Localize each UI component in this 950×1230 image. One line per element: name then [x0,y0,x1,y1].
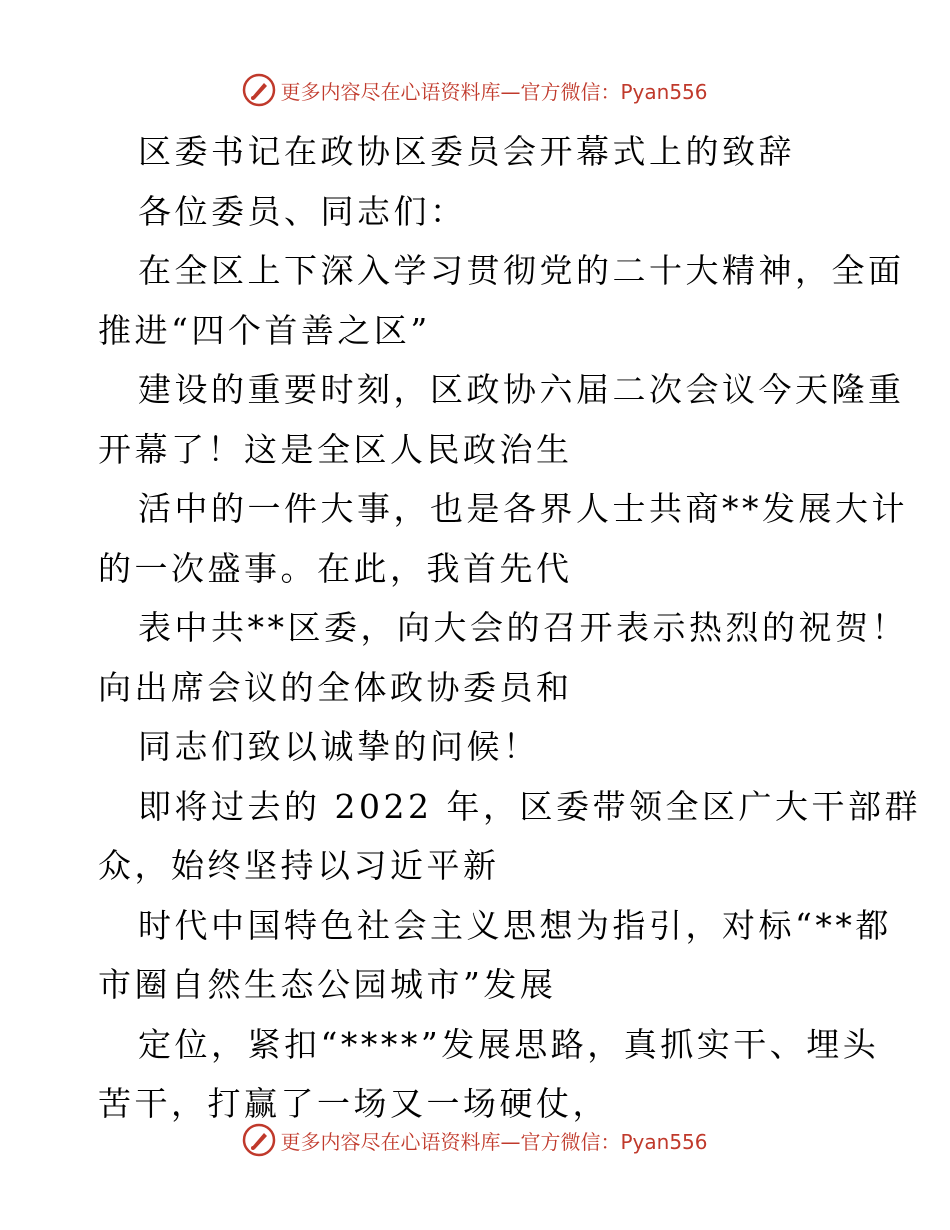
footer-site-name: 更多内容尽在心语资料库 [280,1129,501,1154]
pen-nib-logo-icon [242,1123,276,1157]
text-line: 建设的重要时刻，区政协六届二次会议今天隆重 [138,370,905,409]
text-line: 同志们致以诚挚的问候！ [138,727,540,766]
text-line: 定位，紧扣“****”发展思路，真抓实干、埋头 [138,1024,880,1064]
text-line: 苦干，打赢了一场又一场硬仗， [98,1084,609,1123]
footer-banner [0,1120,950,1160]
header-banner-text [280,76,707,105]
text-line: 即将过去的 2022 年，区委带领全区广大干部群 [138,786,921,826]
text-line: 的一次盛事。在此，我首先代 [98,548,573,588]
header-site-name: 更多内容尽在心语资料库 [280,79,501,104]
text-line: 开幕了！这是全区人民政治生 [98,429,573,469]
text-line: 推进“四个首善之区” [98,310,431,350]
footer-wechat-id: Pyan556 [620,1129,708,1154]
text-line: 在全区上下深入学习贯彻党的二十大精神，全面 [138,251,905,290]
footer-separator: — [500,1129,521,1154]
header-separator: — [500,79,521,104]
text-line: 时代中国特色社会主义思想为指引，对标“**都 [138,905,892,945]
header-wechat-id: Pyan556 [620,79,708,104]
text-line: 活中的一件大事，也是各界人士共商**发展大计 [138,489,908,528]
text-line: 市圈自然生态公园城市”发展 [98,965,557,1004]
pen-nib-logo-icon [242,73,276,107]
document-title: 区委书记在政协区委员会开幕式上的致辞 [138,132,795,171]
document-body [98,122,921,1134]
text-line: 向出席会议的全体政协委员和 [98,667,573,707]
footer-banner-text [280,1126,707,1155]
header-wechat-label: 官方微信： [520,79,621,104]
text-line: 各位委员、同志们： [138,191,467,231]
footer-wechat-label: 官方微信： [520,1129,621,1154]
text-line: 众，始终坚持以习近平新 [98,846,500,885]
header-banner [0,70,950,110]
text-line: 表中共**区委，向大会的召开表示热烈的祝贺！ [138,608,908,647]
